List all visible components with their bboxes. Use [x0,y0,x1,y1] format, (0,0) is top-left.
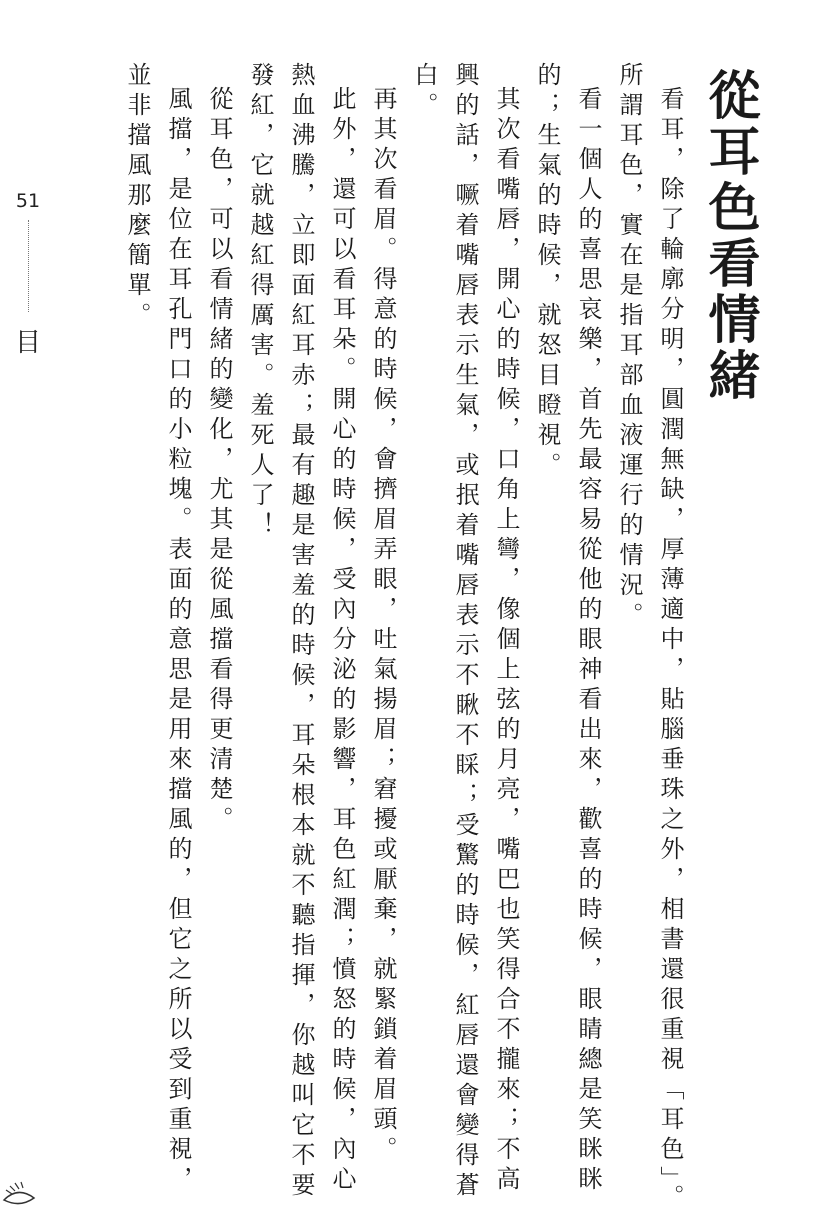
paragraph-7: 風擋，是位在耳孔門口的小粒塊。表面的意思是用來擋風的，但它之所以受到重視，並非擋風那麼簡單。 [123,62,192,1196]
paragraph-3: 其次看嘴唇，開心的時候，口角上彎，像個上弦的月亮，嘴巴也笑得合不攏來；不高興的話，噘着嘴唇表示生氣，或抿着嘴唇表示不瞅不睬；受驚的時候，紅唇還會變得蒼白。 [410,62,520,1202]
paragraph-2: 看一個人的喜思哀樂，首先最容易從他的眼神看出來，歡喜的時候，眼睛總是笑眯眯的；生氣的時候，就怒目瞪視。 [533,62,602,1196]
page-number: 51 [15,190,41,212]
paragraph-6: 從耳色，可以看情緒的變化，尤其是從風擋看得更清楚。 [205,86,233,836]
section-marker: 目 [14,328,41,358]
paragraph-4: 再其次看眉。得意的時候，會擠眉弄眼，吐氣揚眉；窘擾或厭棄，就緊鎖着眉頭。 [369,86,397,1166]
vertical-article [123,62,760,1222]
paragraph-1: 看耳，除了輪廓分明，圓潤無缺，厚薄適中，貼腦垂珠之外，相書還很重視「耳色」。所謂耳色，實在是指耳部血液運行的情況。 [615,62,684,1214]
paragraph-5: 此外，還可以看耳朵。開心的時候，受內分泌的影響，耳色紅潤；憤怒的時候，內心熱血沸騰，立即面紅耳赤；最有趣是害羞的時候，耳朵根本就不聽指揮，你越叫它不要發紅，它就越紅得厲害。羞死人了！ [246,62,356,1202]
eye-doodle-icon [0,1178,42,1212]
page-number-rule [28,220,29,312]
article-title: 從耳色看情緒 [699,68,760,404]
